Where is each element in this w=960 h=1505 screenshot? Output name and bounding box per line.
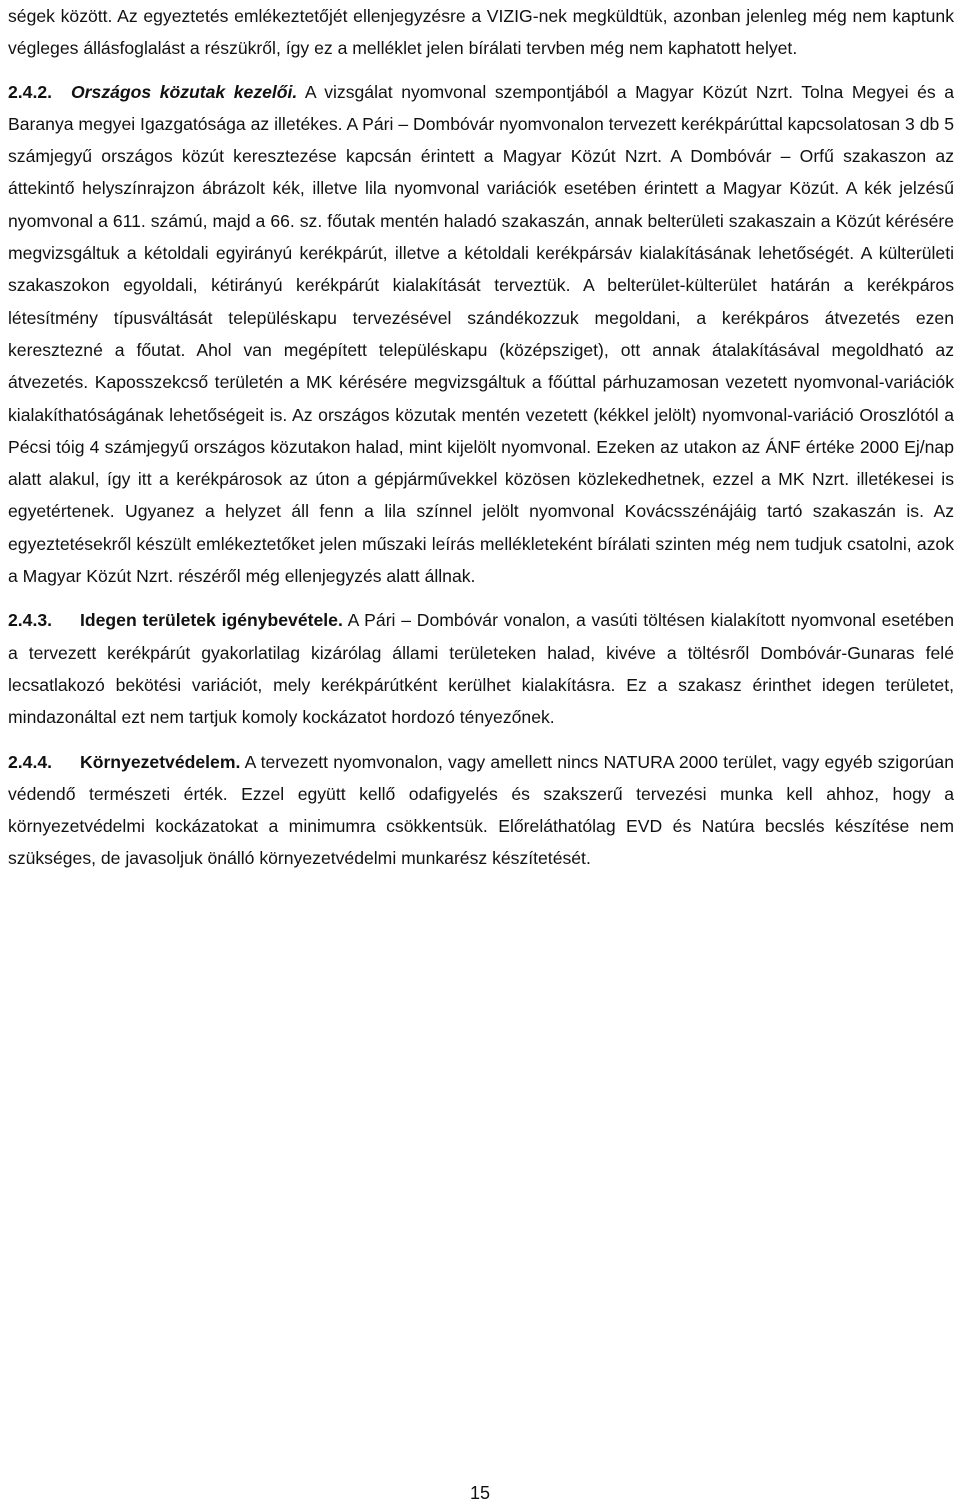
section-body: A tervezett nyomvonalon, vagy amellett nincs NATURA 2000 terület, vagy egyéb szigorúan védendő természeti érték. Ezzel együtt kellő odafigyelés és szakszerű tervezési munka kell ahhoz, hogy a környezetvédelmi kockázatokat a minimumra csökkentsük. Előreláthatólag EVD és Natúra becslés készítése nem szükséges, de javasoljuk önálló környezetvédelmi munkarész készítetését.	[8, 751, 954, 869]
section-title: Környezetvédelem.	[80, 751, 241, 772]
section-2-4-4	[8, 746, 954, 875]
section-number: 2.4.3.	[8, 610, 53, 631]
paragraph-text: ségek között. Az egyeztetés emlékeztetőjét ellenjegyzésre a VIZIG-nek megküldtük, azonban jelenleg még nem kaptunk végleges állásfoglalást a részükről, így ez a melléklet jelen bírálati tervben még nem kaphatott helyet.	[8, 6, 954, 59]
section-title: Idegen területek igénybevétele.	[80, 610, 343, 631]
section-body: A Pári – Dombóvár vonalon, a vasúti töltésen kialakított nyomvonal esetében a tervezett kerékpárút gyakorlatilag kizárólag állami területeken halad, kivéve a töltésről Dombóvár-Gunaras felé lecsatlakozó bekötési variációt, mely kerékpárútként kerülhet kialakításra. Ez a szakasz érinthet idegen területet, mindazonáltal ezt nem tartjuk komoly kockázatot hordozó tényezőnek.	[8, 610, 955, 728]
paragraph-continuation	[8, 0, 954, 65]
section-number: 2.4.2.	[8, 81, 53, 102]
section-number: 2.4.4.	[8, 751, 53, 772]
page-number: 15	[469, 1483, 491, 1503]
document-page	[8, 0, 954, 875]
section-2-4-2	[8, 76, 954, 593]
section-title: Országos közutak kezelői.	[71, 81, 298, 102]
section-2-4-3	[8, 604, 954, 733]
section-body: A vizsgálat nyomvonal szempontjából a Magyar Közút Nzrt. Tolna Megyei és a Baranya megyei Igazgatósága az illetékes. A Pári – Dombóvár nyomvonalon tervezett kerékpárúttal kapcsolatosan 3 db 5 számjegyű országos közút keresztezése kapcsán érintett a Magyar Közút Nzrt. A Dombóvár – Orfű szakaszon az áttekintő helyszínrajzon ábrázolt kék, illetve lila nyomvonal variációk esetében érintett a Magyar Közút. A kék jelzésű nyomvonal a 611. számú, majd a 66. sz. főutak mentén haladó szakaszán, annak belterületi szakaszain a Közút kérésére megvizsgáltuk a kétoldali egyirányú kerékpárút, illetve a kétoldali kerékpársáv kialakításának lehetőségét. A külterületi szakaszokon egyoldali, kétirányú kerékpárút kialakítását terveztük. A belterület-külterület határán a kerékpáros létesítmény típusváltását településkapu tervezésével szándékozzuk megoldani, a kerékpáros átvezetés ezen keresztezné a főutat. Ahol van megépített településkapu (középsziget), ott annak átalakításával megoldható az átvezetés. Kaposszekcső területén a MK kérésére megvizsgáltuk a főúttal párhuzamosan vezetett nyomvonal-variációk kialakíthatóságának lehetőségeit is. Az országos közutak mentén vezetett (kékkel jelölt) nyomvonal-variáció Oroszlótól a Pécsi tóig 4 számjegyű országos közutakon halad, mint kijelölt nyomvonal. Ezeken az utakon az ÁNF értéke 2000 Ej/nap alatt alakul, így itt a kerékpárosok az úton a gépjárművekkel közösen közlekedhetnek, ezzel a MK Nzrt. illetékesei is egyetértenek. Ugyanez a helyzet áll fenn a lila színnel jelölt nyomvonal Kovácsszénájáig tartó szakaszán is. Az egyeztetésekről készült emlékeztetőket jelen műszaki leírás mellékleteként bírálati szinten még nem tudjuk csatolni, azok a Magyar Közút Nzrt. részéről még ellenjegyzés alatt állnak.	[8, 81, 954, 587]
